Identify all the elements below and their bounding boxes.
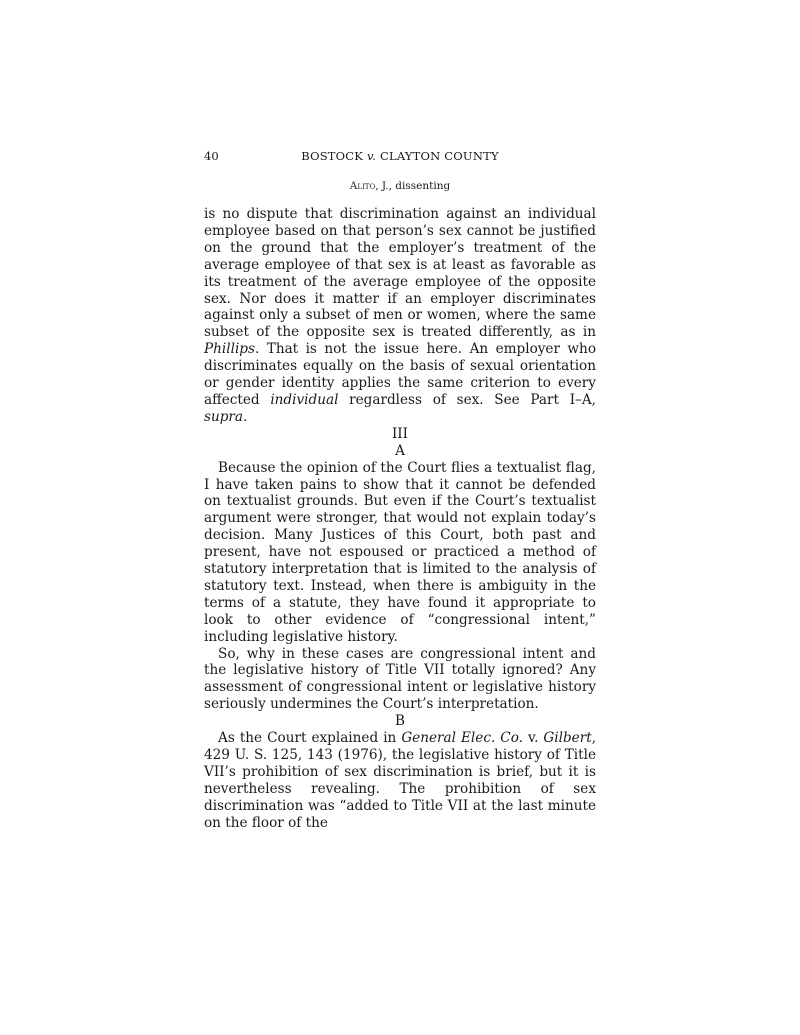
opinion-author-line	[204, 180, 596, 192]
case-citation-phillips: Phillips	[204, 341, 255, 358]
para4-text-1: As the Court explained in	[218, 730, 402, 747]
paragraph-continuation	[204, 206, 596, 426]
para1-text-2: . That is not the issue here. An employer who discriminates equally on the basis of sexual orientation or gender identity applies the same criterion to every affected	[204, 341, 596, 408]
para4-versus: v.	[522, 730, 544, 747]
case-title-versus: v.	[366, 149, 377, 163]
page-number: 40	[204, 149, 219, 163]
para1-text-3: regardless of sex. See Part I–A,	[338, 391, 596, 408]
author-name: Alito	[349, 180, 376, 192]
case-citation-general-elec: General Elec. Co.	[401, 730, 523, 747]
para1-text-4: .	[243, 408, 248, 425]
supra-reference: supra	[204, 408, 244, 425]
running-head	[204, 149, 596, 165]
subsection-heading-b: B	[395, 713, 405, 730]
case-title-left: BOSTOCK	[301, 149, 364, 163]
subsection-heading-a: A	[395, 442, 405, 459]
case-title-right: CLAYTON COUNTY	[380, 149, 499, 163]
case-citation-gilbert: Gilbert	[543, 730, 592, 747]
emphasis-individual: individual	[270, 391, 339, 408]
paragraph-textualist: Because the opinion of the Court flies a textualist flag, I have taken pains to show that it cannot be defended on textualist grounds. But even if the Court’s textualist argument were stronger, that would not explain today’s decision. Many Justices of this Court, both past and present, have not espoused or practiced a method of statutory interpretation that is limited to the analysis of statutory text. Instead, when there is ambiguity in the terms of a statute, they have found it appropriate to look to other evidence of “congressional intent,” including legislative history.	[204, 459, 596, 645]
case-title	[204, 149, 596, 163]
paragraph-congressional-intent: So, why in these cases are congressional intent and the legislative history of Title VII totally ignored? Any assessment of congressional intent or legislative history seriously undermines the Court’s interpretation.	[204, 645, 596, 713]
para4-text-2: , 429 U. S. 125, 143 (1976), the legislative history of Title VII’s prohibition of sex discrimination is brief, but it is nevertheless revealing. The prohibition of sex discrimination was “added to Title VII at the last minute on the floor of the	[204, 730, 597, 831]
opinion-body	[204, 206, 596, 832]
paragraph-gilbert	[204, 730, 596, 831]
author-suffix: , J., dissenting	[375, 180, 451, 192]
para1-text-1: is no dispute that discrimination against an individual employee based on that person’s sex cannot be justified on the ground that the employer’s treatment of the average employee of that sex is at least as favorable as its treatment of the average employee of the opposite sex. Nor does it matter if an employer discriminates against only a subset of men or women, where the same subset of the opposite sex is treated differently, as in	[204, 206, 596, 341]
section-heading-roman: III	[391, 425, 409, 442]
